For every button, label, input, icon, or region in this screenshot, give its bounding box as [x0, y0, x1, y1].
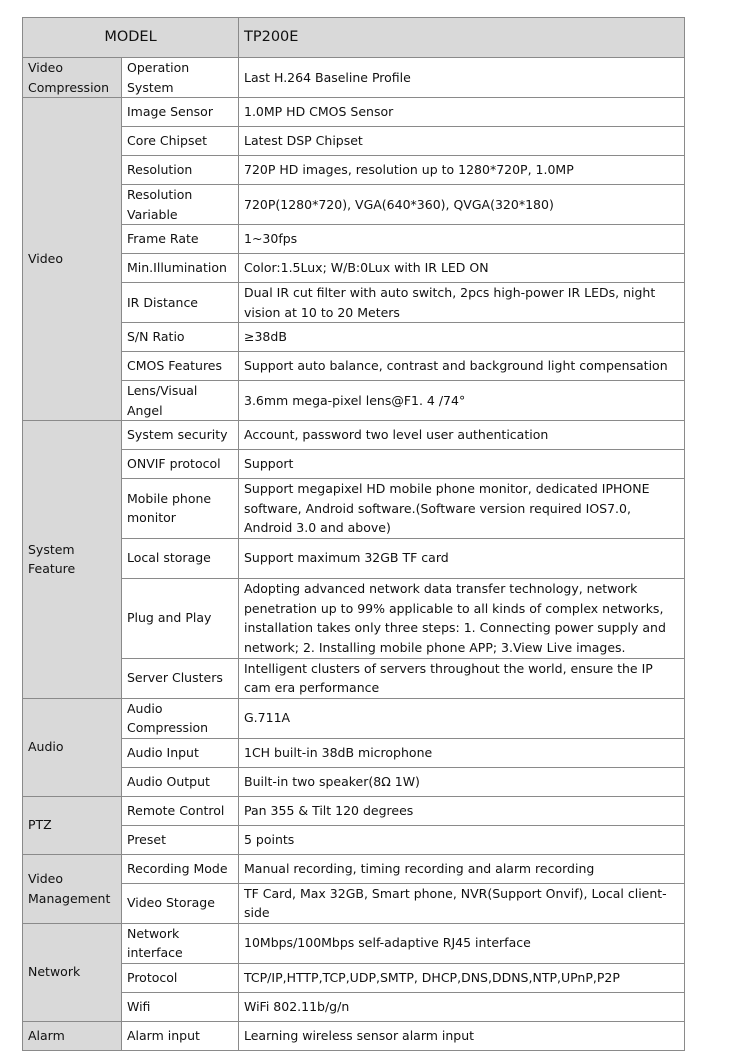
spec-row [23, 352, 685, 381]
spec-row [23, 127, 685, 156]
value-cell: Color:1.5Lux; W/B:0Lux with IR LED ON [239, 254, 685, 283]
feature-cell: Server Clusters [122, 658, 239, 698]
feature-cell: Min.Illumination [122, 254, 239, 283]
spec-row [23, 658, 685, 698]
feature-cell: Resolution [122, 156, 239, 185]
feature-cell: Image Sensor [122, 98, 239, 127]
value-cell: Manual recording, timing recording and alarm recording [239, 854, 685, 883]
feature-cell: IR Distance [122, 283, 239, 323]
value-cell: 5 points [239, 825, 685, 854]
feature-cell: Operation System [122, 58, 239, 98]
spec-row [23, 421, 685, 450]
feature-cell: Protocol [122, 963, 239, 992]
category-cell: PTZ [23, 796, 122, 854]
value-cell: Support megapixel HD mobile phone monitor, dedicated IPHONE software, Android software.(Software version required IOS7.0, Android 3.0 and above) [239, 479, 685, 539]
category-cell: Audio [23, 698, 122, 796]
spec-row [23, 767, 685, 796]
spec-row [23, 225, 685, 254]
spec-row [23, 1021, 685, 1050]
category-cell: System Feature [23, 421, 122, 699]
feature-cell: Recording Mode [122, 854, 239, 883]
spec-row [23, 796, 685, 825]
value-cell: Support maximum 32GB TF card [239, 538, 685, 578]
value-cell: Learning wireless sensor alarm input [239, 1021, 685, 1050]
spec-row [23, 479, 685, 539]
value-cell: 720P HD images, resolution up to 1280*720P, 1.0MP [239, 156, 685, 185]
value-cell: 10Mbps/100Mbps self-adaptive RJ45 interface [239, 923, 685, 963]
value-cell: 1.0MP HD CMOS Sensor [239, 98, 685, 127]
feature-cell: ONVIF protocol [122, 450, 239, 479]
category-cell: Video Compression [23, 58, 122, 98]
feature-cell: Frame Rate [122, 225, 239, 254]
value-cell: ≥38dB [239, 323, 685, 352]
feature-cell: System security [122, 421, 239, 450]
spec-row [23, 538, 685, 578]
spec-row [23, 992, 685, 1021]
category-cell: Video [23, 98, 122, 421]
category-cell: Video Management [23, 854, 122, 923]
spec-row [23, 698, 685, 738]
value-cell: Support [239, 450, 685, 479]
feature-cell: Local storage [122, 538, 239, 578]
value-cell: Dual IR cut filter with auto switch, 2pcs high-power IR LEDs, night vision at 10 to 20 Meters [239, 283, 685, 323]
value-cell: Intelligent clusters of servers throughout the world, ensure the IP cam era performance [239, 658, 685, 698]
spec-row [23, 923, 685, 963]
model-label: MODEL [23, 18, 239, 58]
spec-table [22, 17, 685, 1051]
value-cell: 1~30fps [239, 225, 685, 254]
feature-cell: Audio Input [122, 738, 239, 767]
value-cell: Account, password two level user authentication [239, 421, 685, 450]
spec-row [23, 963, 685, 992]
spec-row [23, 58, 685, 98]
spec-row [23, 381, 685, 421]
spec-body [23, 58, 685, 1051]
feature-cell: Video Storage [122, 883, 239, 923]
feature-cell: Network interface [122, 923, 239, 963]
feature-cell: Resolution Variable [122, 185, 239, 225]
spec-row [23, 883, 685, 923]
value-cell: TCP/IP,HTTP,TCP,UDP,SMTP, DHCP,DNS,DDNS,NTP,UPnP,P2P [239, 963, 685, 992]
feature-cell: Alarm input [122, 1021, 239, 1050]
value-cell: Support auto balance, contrast and background light compensation [239, 352, 685, 381]
feature-cell: S/N Ratio [122, 323, 239, 352]
value-cell: 1CH built-in 38dB microphone [239, 738, 685, 767]
feature-cell: Lens/Visual Angel [122, 381, 239, 421]
value-cell: 720P(1280*720), VGA(640*360), QVGA(320*180) [239, 185, 685, 225]
value-cell: WiFi 802.11b/g/n [239, 992, 685, 1021]
spec-row [23, 738, 685, 767]
feature-cell: Remote Control [122, 796, 239, 825]
value-cell: Last H.264 Baseline Profile [239, 58, 685, 98]
feature-cell: Preset [122, 825, 239, 854]
spec-row [23, 323, 685, 352]
spec-row [23, 156, 685, 185]
spec-row [23, 578, 685, 658]
value-cell: Built-in two speaker(8Ω 1W) [239, 767, 685, 796]
spec-row [23, 283, 685, 323]
value-cell: Pan 355 & Tilt 120 degrees [239, 796, 685, 825]
category-cell: Network [23, 923, 122, 1021]
model-value: TP200E [239, 18, 685, 58]
spec-row [23, 854, 685, 883]
feature-cell: CMOS Features [122, 352, 239, 381]
feature-cell: Wifi [122, 992, 239, 1021]
value-cell: 3.6mm mega-pixel lens@F1. 4 /74° [239, 381, 685, 421]
value-cell: Adopting advanced network data transfer technology, network penetration up to 99% applicable to all kinds of complex networks, installation takes only three steps: 1. Connecting power supply and network; 2. Installing mobile phone APP; 3.View Live images. [239, 578, 685, 658]
spec-row [23, 254, 685, 283]
spec-row [23, 825, 685, 854]
value-cell: G.711A [239, 698, 685, 738]
spec-row [23, 450, 685, 479]
feature-cell: Core Chipset [122, 127, 239, 156]
spec-row [23, 185, 685, 225]
value-cell: TF Card, Max 32GB, Smart phone, NVR(Support Onvif), Local client-side [239, 883, 685, 923]
spec-row [23, 98, 685, 127]
feature-cell: Plug and Play [122, 578, 239, 658]
feature-cell: Audio Compression [122, 698, 239, 738]
header-row [23, 18, 685, 58]
category-cell: Alarm [23, 1021, 122, 1050]
feature-cell: Mobile phone monitor [122, 479, 239, 539]
feature-cell: Audio Output [122, 767, 239, 796]
value-cell: Latest DSP Chipset [239, 127, 685, 156]
